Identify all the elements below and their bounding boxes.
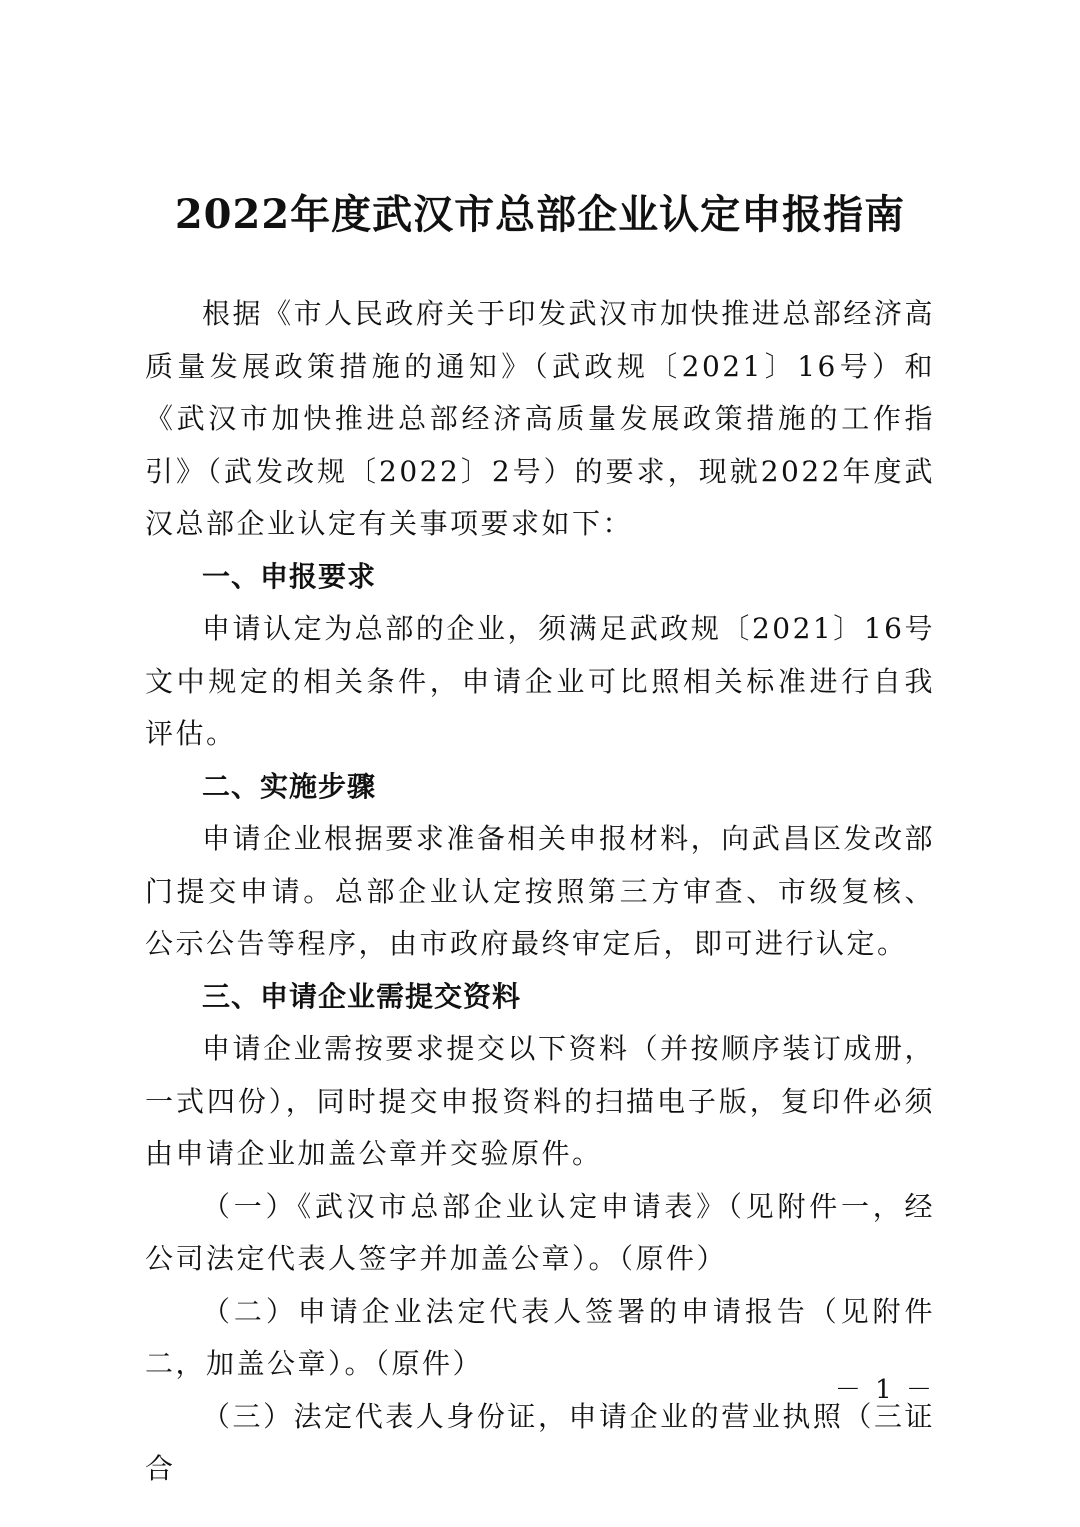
list-item: （一）《武汉市总部企业认定申请表》（见附件一，经公司法定代表人签字并加盖公章）。（原件） xyxy=(145,1189,935,1275)
page-number: － 1 － xyxy=(834,1375,935,1405)
section-paragraph: 申请企业根据要求准备相关申报材料，向武昌区发改部门提交申请。总部企业认定按照第三方审查、市级复核、公示公告等程序，由市政府最终审定后，即可进行认定。 xyxy=(145,822,935,960)
section-paragraph: 申请企业需按要求提交以下资料（并按顺序装订成册，一式四份），同时提交申报资料的扫描电子版，复印件必须由申请企业加盖公章并交验原件。 xyxy=(145,1032,935,1170)
list-item: （二）申请企业法定代表人签署的申请报告（见附件二，加盖公章）。（原件） xyxy=(145,1294,935,1380)
list-item: （三）法定代表人身份证，申请企业的营业执照（三证合 xyxy=(145,1399,935,1485)
document-title: 2022年度武汉市总部企业认定申报指南 xyxy=(174,191,906,238)
document-body xyxy=(145,288,935,1496)
section-paragraph: 申请认定为总部的企业，须满足武政规〔2021〕16号文中规定的相关条件，申请企业可比照相关标准进行自我评估。 xyxy=(145,612,935,750)
section-heading-requirements: 一、申报要求 xyxy=(202,559,377,593)
section-heading-steps: 二、实施步骤 xyxy=(202,769,377,803)
section-heading-materials: 三、申请企业需提交资料 xyxy=(202,979,522,1013)
intro-paragraph: 根据《市人民政府关于印发武汉市加快推进总部经济高质量发展政策措施的通知》（武政规〔2021〕16号）和《武汉市加快推进总部经济高质量发展政策措施的工作指引》（武发改规〔2022〕2号）的要求，现就2022年度武汉总部企业认定有关事项要求如下： xyxy=(145,297,935,540)
